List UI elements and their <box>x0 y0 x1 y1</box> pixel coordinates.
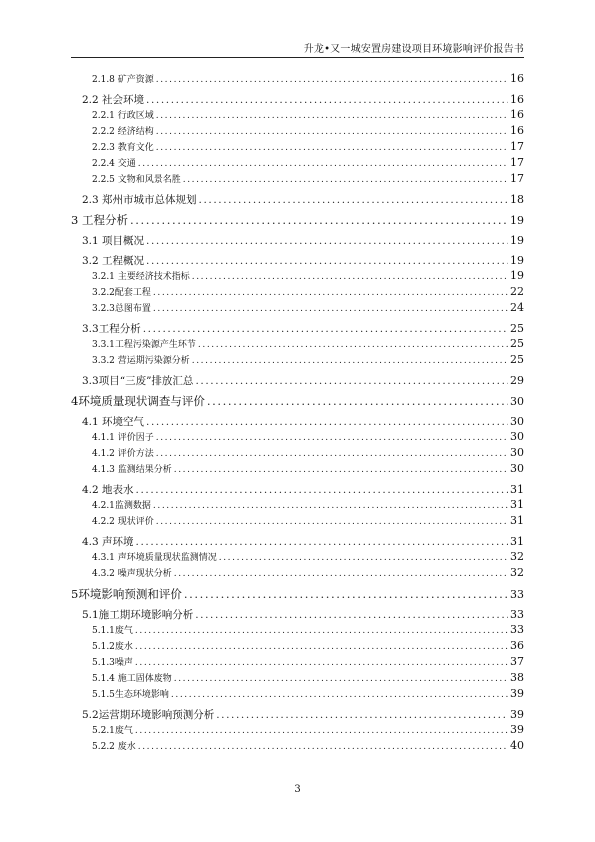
toc-dot-leader <box>135 726 508 736</box>
toc-entry-label: 3.3项目“三废”排放汇总 <box>82 375 194 387</box>
toc-entry-page: 39 <box>510 708 524 721</box>
toc-entry-label: 3 工程分析 <box>71 213 128 227</box>
toc-entry-page: 38 <box>510 671 524 684</box>
toc-entry[interactable] <box>71 655 524 671</box>
toc-dot-leader <box>183 175 508 185</box>
toc-entry[interactable] <box>71 172 524 188</box>
toc-entry-page: 25 <box>510 337 524 350</box>
toc-dot-leader <box>219 553 508 563</box>
toc-entry-page: 17 <box>510 140 524 153</box>
toc-entry[interactable] <box>71 108 524 124</box>
toc-entry[interactable] <box>71 430 524 446</box>
toc-entry[interactable] <box>71 301 524 317</box>
toc-entry-label: 5.1.1废气 <box>92 626 133 636</box>
toc-entry[interactable] <box>71 566 524 582</box>
toc-entry-label: 2.1.8 矿产资源 <box>92 75 154 85</box>
toc-dot-leader <box>192 356 508 366</box>
toc-dot-leader <box>138 742 508 752</box>
toc-entry[interactable] <box>71 92 524 108</box>
toc-entry-page: 31 <box>510 498 524 511</box>
toc-dot-leader <box>135 626 508 636</box>
toc-entry-label: 2.2.3 教育文化 <box>92 143 154 153</box>
toc-entry-page: 30 <box>510 430 524 443</box>
toc-entry-page: 16 <box>510 124 524 137</box>
toc-entry[interactable] <box>71 124 524 140</box>
toc-dot-leader <box>198 340 508 350</box>
toc-entry-label: 3.2.1 主要经济技术指标 <box>92 272 190 282</box>
toc-entry-page: 33 <box>510 623 524 636</box>
toc-dot-leader <box>146 235 508 247</box>
toc-entry[interactable] <box>71 321 524 337</box>
table-of-contents <box>71 72 524 755</box>
toc-entry-page: 25 <box>510 353 524 366</box>
toc-entry-label: 5.2.2 废水 <box>92 742 136 752</box>
toc-entry-page: 19 <box>510 234 524 247</box>
toc-dot-leader <box>216 709 508 721</box>
toc-entry[interactable] <box>71 739 524 755</box>
toc-entry[interactable] <box>71 269 524 285</box>
toc-entry[interactable] <box>71 671 524 687</box>
toc-dot-leader <box>146 255 508 267</box>
toc-entry-label: 3.2 工程概况 <box>82 255 145 267</box>
toc-entry-label: 5环境影响预测和评价 <box>71 587 182 601</box>
toc-entry-label: 4.1.2 评价方法 <box>92 449 154 459</box>
toc-dot-leader <box>156 517 508 527</box>
toc-entry[interactable] <box>71 233 524 249</box>
toc-entry-label: 4环境质量现状调查与评价 <box>71 394 205 408</box>
toc-entry[interactable] <box>71 462 524 478</box>
page-number: 3 <box>294 784 301 795</box>
toc-entry-page: 24 <box>510 301 524 314</box>
toc-dot-leader <box>156 127 508 137</box>
toc-dot-leader <box>156 75 508 85</box>
toc-entry-page: 30 <box>510 415 524 428</box>
toc-entry-label: 5.2运营期环境影响预测分析 <box>82 709 215 721</box>
toc-dot-leader <box>195 609 508 621</box>
toc-entry-page: 40 <box>510 739 524 752</box>
toc-entry[interactable] <box>71 337 524 353</box>
toc-entry-page: 39 <box>510 723 524 736</box>
toc-entry-label: 4.1.3 监测结果分析 <box>92 465 172 475</box>
toc-entry-label: 4.3 声环境 <box>82 536 134 548</box>
toc-entry-label: 2.3 郑州市城市总体规划 <box>82 194 197 206</box>
toc-dot-leader <box>171 690 508 700</box>
toc-entry[interactable] <box>71 353 524 369</box>
toc-entry-label: 4.2.1监测数据 <box>92 501 151 511</box>
toc-entry-label: 4.2.2 现状评价 <box>92 517 154 527</box>
toc-entry-page: 30 <box>510 462 524 475</box>
toc-entry[interactable] <box>71 498 524 514</box>
toc-entry[interactable] <box>71 72 524 88</box>
toc-dot-leader <box>138 159 508 169</box>
toc-entry[interactable] <box>71 687 524 703</box>
toc-entry-page: 31 <box>510 483 524 496</box>
toc-entry-label: 4.2 地表水 <box>82 484 134 496</box>
toc-entry[interactable] <box>71 586 524 603</box>
toc-entry-label: 2.2.2 经济结构 <box>92 127 154 137</box>
toc-entry-label: 2.2 社会环境 <box>82 94 145 106</box>
toc-entry-page: 39 <box>510 687 524 700</box>
toc-entry[interactable] <box>71 639 524 655</box>
toc-entry-label: 5.1施工期环境影响分析 <box>82 609 194 621</box>
toc-entry[interactable] <box>71 607 524 623</box>
toc-entry[interactable] <box>71 192 524 208</box>
toc-dot-leader <box>146 416 508 428</box>
toc-dot-leader <box>153 288 508 298</box>
toc-entry-page: 32 <box>510 566 524 579</box>
toc-dot-leader <box>174 465 508 475</box>
toc-entry-page: 16 <box>510 72 524 85</box>
toc-entry[interactable] <box>71 723 524 739</box>
toc-entry[interactable] <box>71 550 524 566</box>
toc-entry[interactable] <box>71 253 524 269</box>
toc-entry-page: 31 <box>510 514 524 527</box>
toc-dot-leader <box>143 323 508 335</box>
toc-entry-label: 2.2.4 交通 <box>92 159 136 169</box>
toc-entry-label: 4.3.1 声环境质量现状监测情况 <box>92 553 217 563</box>
toc-dot-leader <box>192 272 508 282</box>
toc-dot-leader <box>153 304 508 314</box>
toc-entry-page: 19 <box>510 254 524 267</box>
toc-dot-leader <box>195 375 508 387</box>
toc-entry-label: 4.1 环境空气 <box>82 416 145 428</box>
toc-entry-label: 4.1.1 评价因子 <box>92 433 154 443</box>
toc-entry-page: 19 <box>510 269 524 282</box>
toc-entry-label: 3.3.1工程污染源产生环节 <box>92 340 196 350</box>
toc-entry-label: 3.3工程分析 <box>82 323 141 335</box>
toc-entry-page: 22 <box>510 285 524 298</box>
toc-dot-leader <box>135 642 508 652</box>
toc-dot-leader <box>156 433 508 443</box>
toc-entry[interactable] <box>71 707 524 723</box>
document-title: 升龙•又一城安置房建设项目环境影响评价报告书 <box>303 44 524 55</box>
toc-entry[interactable] <box>71 623 524 639</box>
toc-entry-page: 17 <box>510 172 524 185</box>
toc-entry-label: 3.2.3总图布置 <box>92 304 151 314</box>
toc-dot-leader <box>146 94 508 106</box>
toc-entry-label: 4.3.2 噪声现状分析 <box>92 569 172 579</box>
toc-dot-leader <box>174 569 508 579</box>
toc-entry[interactable] <box>71 534 524 550</box>
toc-entry-page: 19 <box>510 214 524 227</box>
toc-entry-page: 30 <box>510 446 524 459</box>
toc-entry-label: 2.2.5 文物和风景名胜 <box>92 175 181 185</box>
toc-dot-leader <box>184 587 508 601</box>
toc-entry-label: 5.1.5生态环境影响 <box>92 690 169 700</box>
toc-entry[interactable] <box>71 446 524 462</box>
toc-entry-label: 2.2.1 行政区域 <box>92 111 154 121</box>
toc-entry-page: 18 <box>510 193 524 206</box>
page-header <box>71 40 524 58</box>
toc-dot-leader <box>156 143 508 153</box>
toc-entry[interactable] <box>71 514 524 530</box>
toc-entry-label: 3.2.2配套工程 <box>92 288 151 298</box>
toc-entry-label: 5.2.1废气 <box>92 726 133 736</box>
toc-entry[interactable] <box>71 373 524 389</box>
toc-entry-label: 5.1.4 施工固体废物 <box>92 674 172 684</box>
toc-dot-leader <box>136 484 508 496</box>
toc-dot-leader <box>199 194 508 206</box>
toc-entry-page: 30 <box>510 395 524 408</box>
toc-entry-page: 31 <box>510 535 524 548</box>
toc-entry[interactable] <box>71 393 524 410</box>
toc-entry-page: 16 <box>510 93 524 106</box>
toc-entry-page: 25 <box>510 322 524 335</box>
toc-entry[interactable] <box>71 482 524 498</box>
toc-dot-leader <box>136 536 508 548</box>
toc-dot-leader <box>207 394 508 408</box>
toc-entry[interactable] <box>71 212 524 229</box>
toc-dot-leader <box>135 658 508 668</box>
toc-entry-page: 32 <box>510 550 524 563</box>
toc-entry-page: 33 <box>510 588 524 601</box>
toc-entry-label: 5.1.2废水 <box>92 642 133 652</box>
toc-entry-page: 16 <box>510 108 524 121</box>
toc-dot-leader <box>153 501 508 511</box>
toc-entry-page: 33 <box>510 608 524 621</box>
toc-entry[interactable] <box>71 140 524 156</box>
toc-entry[interactable] <box>71 156 524 172</box>
toc-entry[interactable] <box>71 414 524 430</box>
toc-entry-page: 29 <box>510 374 524 387</box>
toc-dot-leader <box>156 111 508 121</box>
toc-dot-leader <box>156 449 508 459</box>
toc-dot-leader <box>130 213 508 227</box>
toc-entry-label: 3.1 项目概况 <box>82 235 145 247</box>
toc-entry[interactable] <box>71 285 524 301</box>
toc-entry-page: 17 <box>510 156 524 169</box>
toc-entry-page: 36 <box>510 639 524 652</box>
toc-entry-label: 5.1.3噪声 <box>92 658 133 668</box>
toc-entry-label: 3.3.2 营运期污染源分析 <box>92 356 190 366</box>
toc-dot-leader <box>174 674 508 684</box>
toc-entry-page: 37 <box>510 655 524 668</box>
